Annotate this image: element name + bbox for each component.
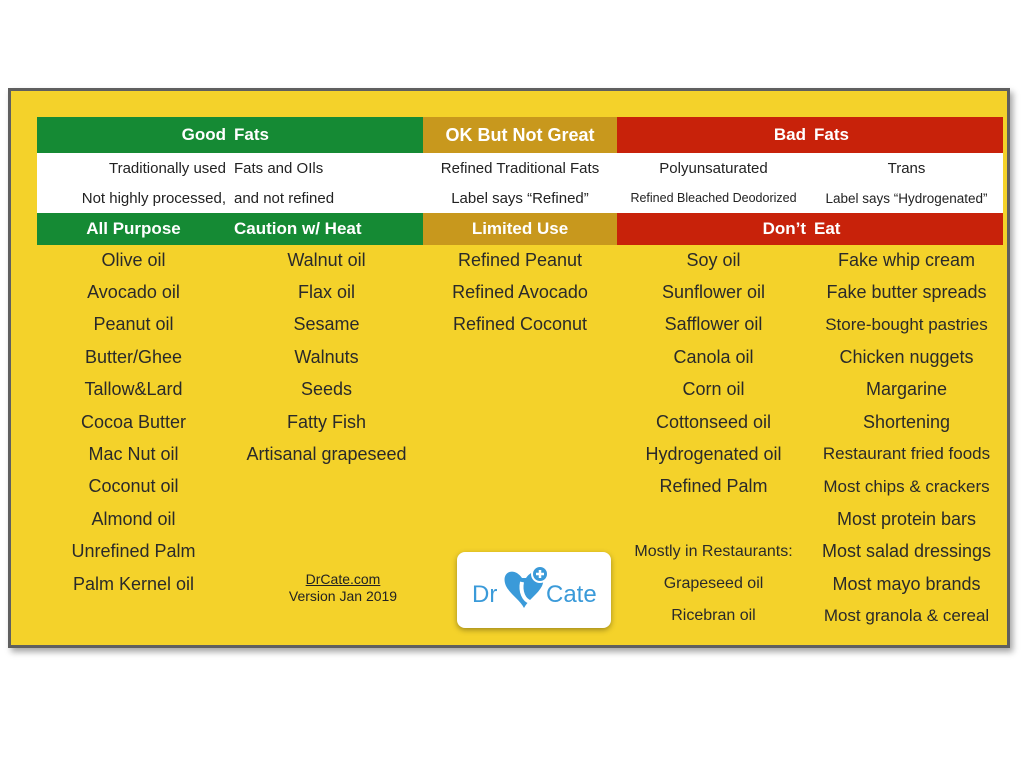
all-purpose-item: Almond oil <box>91 508 176 529</box>
site-link[interactable]: DrCate.com <box>305 571 381 587</box>
all-purpose-item: Butter/Ghee <box>84 346 183 367</box>
dont-item: Corn oil <box>682 379 745 400</box>
all-purpose-item: Peanut oil <box>93 314 174 335</box>
limited-item: Refined Coconut <box>452 314 588 335</box>
sub-good-1: Traditionally used <box>37 153 230 183</box>
restaurant-oil-item: Grapeseed oil <box>663 575 764 592</box>
dont-item: Cottonseed oil <box>655 411 772 432</box>
eat-item: Shortening <box>862 411 951 432</box>
eat-item: Most chips & crackers <box>823 476 990 496</box>
drcate-logo <box>457 552 611 628</box>
category-dont: Don’t <box>617 213 810 245</box>
caution-item: Artisanal grapeseed <box>246 443 407 464</box>
caution-item: Walnuts <box>294 346 359 367</box>
caution-item: Fatty Fish <box>286 411 366 432</box>
logo-text-dr: Dr <box>472 581 498 608</box>
category-all-purpose: All Purpose <box>37 213 230 245</box>
fats-table <box>37 117 1003 626</box>
all-purpose-item: Olive oil <box>101 249 166 270</box>
sub-ok-1: Refined Traditional Fats <box>423 153 617 183</box>
sub-ok-2: Label says “Refined” <box>423 183 617 213</box>
all-purpose-item: Avocado oil <box>87 281 180 302</box>
eat-item: Fake butter spreads <box>826 281 987 302</box>
eat-item: Fake whip cream <box>837 249 976 270</box>
drcate-logo-graphic <box>464 558 604 622</box>
dont-item: Safflower oil <box>664 314 763 335</box>
all-purpose-item: Palm Kernel oil <box>72 573 195 594</box>
caution-item: Seeds <box>300 379 353 400</box>
header-bad-fats: Fats <box>810 117 1003 153</box>
sub-bad-2: Trans <box>810 153 1003 183</box>
caution-item: Sesame <box>293 314 360 335</box>
sub-good-3: Not highly processed, <box>37 183 230 213</box>
sub-good-2: Fats and OIls <box>230 153 423 183</box>
eat-item: Most salad dressings <box>821 541 992 562</box>
category-eat: Eat <box>810 213 1003 245</box>
restaurants-label: Mostly in Restaurants: <box>634 542 793 560</box>
eat-item: Most granola & cereal <box>823 606 990 626</box>
version-label: Version Jan 2019 <box>288 588 398 604</box>
all-purpose-item: Cocoa Butter <box>80 411 187 432</box>
header-ok: OK But Not Great <box>423 117 617 153</box>
all-purpose-item: Mac Nut oil <box>88 443 179 464</box>
caution-item: Walnut oil <box>287 249 366 270</box>
eat-item: Margarine <box>865 379 948 400</box>
eat-item: Most mayo brands <box>832 573 981 594</box>
eat-item: Restaurant fried foods <box>822 444 991 464</box>
category-limited: Limited Use <box>423 213 617 245</box>
sub-good-4: and not refined <box>230 183 423 213</box>
sub-bad-4: Label says “Hydrogenated” <box>810 183 1003 213</box>
dont-item: Refined Palm <box>659 476 768 497</box>
dont-item: Sunflower oil <box>661 281 766 302</box>
dont-item: Hydrogenated oil <box>645 443 782 464</box>
caution-item: Flax oil <box>297 281 355 302</box>
limited-item: Refined Avocado <box>452 281 588 302</box>
header-good: Good <box>37 117 230 153</box>
category-caution: Caution w/ Heat <box>230 213 423 245</box>
header-bad: Bad <box>617 117 810 153</box>
fats-chart-card <box>8 88 1010 648</box>
all-purpose-item: Tallow&Lard <box>84 379 183 400</box>
eat-item: Chicken nuggets <box>839 346 974 367</box>
sub-bad-3: Refined Bleached Deodorized <box>617 183 810 213</box>
all-purpose-item: Unrefined Palm <box>71 541 196 562</box>
dont-item: Soy oil <box>686 249 741 270</box>
limited-item: Refined Peanut <box>457 249 583 270</box>
all-purpose-item: Coconut oil <box>88 476 179 497</box>
logo-text-cate: Cate <box>546 581 597 608</box>
header-good-fats: Fats <box>230 117 423 153</box>
dont-item: Canola oil <box>673 346 754 367</box>
eat-item: Store-bought pastries <box>825 314 988 334</box>
eat-item: Most protein bars <box>836 508 977 529</box>
sub-bad-1: Polyunsaturated <box>617 153 810 183</box>
restaurant-oil-item: Ricebran oil <box>671 607 756 625</box>
